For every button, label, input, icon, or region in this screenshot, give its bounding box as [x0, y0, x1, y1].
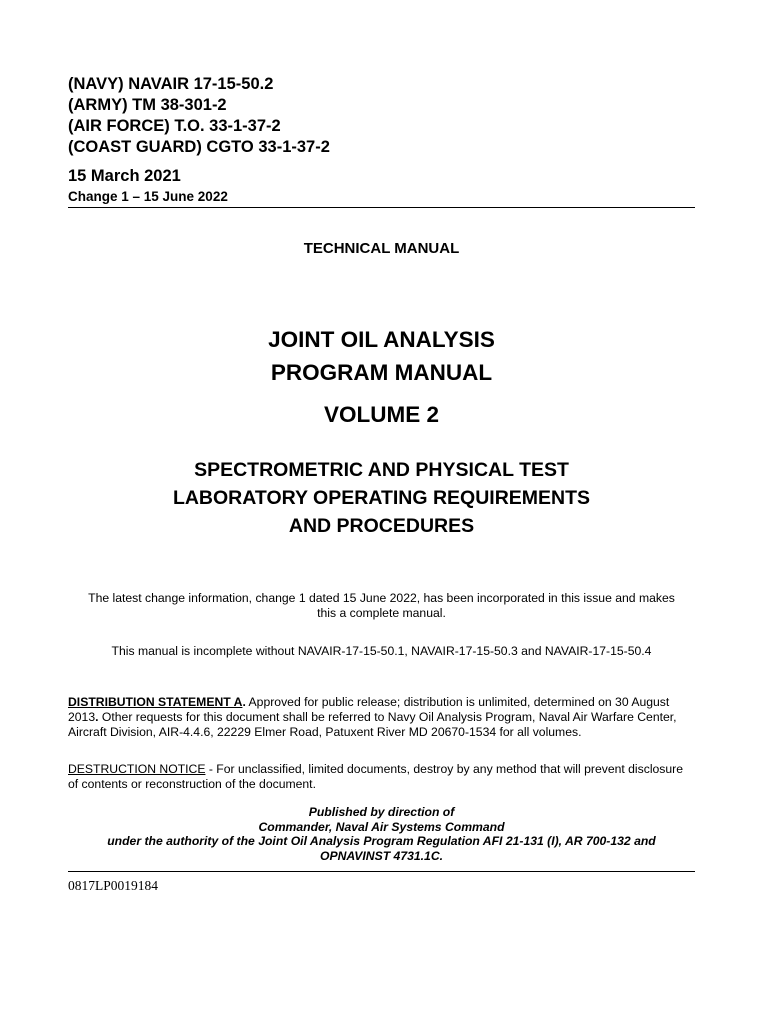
- authority-line-4: OPNAVINST 4731.1C.: [319, 848, 444, 863]
- authority-line-2: Commander, Naval Air Systems Command: [258, 819, 505, 834]
- authority-block: [68, 805, 695, 863]
- subtitle-line-3: AND PROCEDURES: [288, 515, 475, 537]
- destruction-label: DESTRUCTION NOTICE: [68, 762, 206, 776]
- doc-number-navy: (NAVY) NAVAIR 17-15-50.2: [68, 75, 274, 93]
- distribution-label-period: .: [242, 695, 246, 709]
- manual-subtitle: [68, 456, 695, 540]
- distribution-statement: [68, 695, 695, 740]
- distribution-text-1: Approved for public release; distribution is unlimited, determined on 30 August 2013: [68, 695, 670, 724]
- footer-code: 0817LP0019184: [68, 878, 159, 893]
- footer-divider: [68, 871, 695, 872]
- change-line: Change 1 – 15 June 2022: [68, 189, 228, 204]
- doc-number-air-force: (AIR FORCE) T.O. 33-1-37-2: [68, 117, 281, 135]
- volume-label: VOLUME 2: [323, 402, 440, 427]
- distribution-text-2: Other requests for this document shall be referred to Navy Oil Analysis Program, Naval Air Warfare Center, Aircraft Division, AIR-4.4.6, 22229 Elmer Road, Patuxent River MD 20670-1534 for all volumes.: [68, 710, 677, 739]
- subtitle-line-1: SPECTROMETRIC AND PHYSICAL TEST: [194, 459, 569, 481]
- distribution-text-period: .: [95, 710, 99, 724]
- doc-number-coast-guard: (COAST GUARD) CGTO 33-1-37-2: [68, 138, 330, 156]
- change-info-note: The latest change information, change 1 dated 15 June 2022, has been incorporated in this issue and makes this a complete manual.: [88, 591, 675, 620]
- manual-title: [68, 323, 695, 389]
- header-divider: [68, 207, 695, 208]
- document-number-list: [68, 74, 330, 158]
- distribution-label: DISTRIBUTION STATEMENT A: [68, 695, 243, 709]
- subtitle-line-2: LABORATORY OPERATING REQUIREMENTS: [172, 487, 591, 509]
- doc-number-army: (ARMY) TM 38-301-2: [68, 96, 227, 114]
- issue-date: 15 March 2021: [68, 167, 181, 185]
- authority-line-1: Published by direction of: [308, 805, 455, 819]
- incomplete-note: This manual is incomplete without NAVAIR-17-15-50.1, NAVAIR-17-15-50.3 and NAVAIR-17-15-50.4: [111, 644, 652, 658]
- destruction-text: - For unclassified, limited documents, destroy by any method that will prevent disclosure of contents or reconstruction of the document.: [68, 762, 684, 791]
- manual-type: TECHNICAL MANUAL: [303, 240, 460, 257]
- title-line-2: PROGRAM MANUAL: [270, 360, 493, 385]
- authority-line-3: under the authority of the Joint Oil Analysis Program Regulation AFI 21-131 (I), AR 700-132 and: [107, 834, 656, 848]
- title-line-1: JOINT OIL ANALYSIS: [268, 327, 495, 352]
- destruction-notice: [68, 762, 695, 792]
